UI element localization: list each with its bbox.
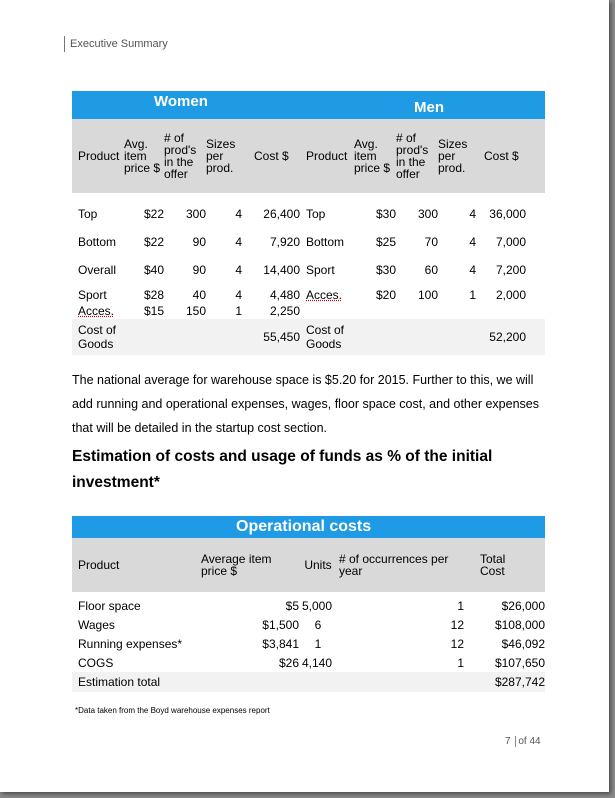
total-label-women: Cost of Goods — [78, 323, 117, 351]
cell-avg-price: $22 — [143, 235, 164, 249]
cell-num-prods: 40 — [192, 288, 206, 302]
cell-units: 6 — [314, 617, 322, 632]
cell-sizes: 4 — [235, 288, 242, 302]
col-sizes-men: Sizes per prod. — [438, 137, 468, 175]
cell-product: Acces. — [306, 288, 343, 302]
cell-product: Sport — [306, 263, 335, 277]
cell-product: Sport — [78, 288, 107, 302]
cell-product: Acces. — [78, 304, 115, 318]
cell-sizes: 4 — [235, 235, 242, 249]
cell-num-prods: 70 — [424, 235, 438, 249]
operational-costs-table — [72, 516, 545, 692]
cell-sizes: 4 — [469, 235, 476, 249]
col-units: Units — [304, 558, 332, 572]
col-total-cost: Total Cost — [480, 552, 506, 578]
cell-total-cost: $26,000 — [501, 598, 545, 613]
page-total: of 44 — [515, 736, 540, 747]
cell-cost: 7,920 — [269, 235, 300, 249]
cell-product: Overall — [78, 263, 117, 277]
cell-avg-price: $26 — [278, 655, 299, 670]
total-label-men: Cost of Goods — [306, 323, 345, 351]
cell-avg-price: $15 — [143, 304, 164, 318]
col-product-men: Product — [306, 149, 348, 163]
total-value: $287,742 — [494, 675, 545, 689]
cell-product: Top — [78, 207, 98, 221]
col-product-women: Product — [78, 149, 120, 163]
cell-product: Bottom — [306, 235, 345, 249]
page-number — [505, 736, 541, 747]
cell-units: 5,000 — [302, 598, 333, 613]
section-heading: Estimation of costs and usage of funds as % of the initial investment* — [72, 448, 493, 491]
total-cost-men: 52,200 — [489, 330, 526, 344]
col-cost-women: Cost $ — [254, 149, 289, 163]
table-row — [72, 197, 545, 231]
men-title: Men — [414, 99, 444, 116]
cell-cost: 7,000 — [495, 235, 526, 249]
col-num-prods-men: # of prod's in the offer — [396, 131, 429, 181]
table-row — [72, 253, 545, 287]
cell-sizes: 1 — [235, 304, 242, 318]
cell-cost: 14,400 — [263, 263, 300, 277]
cell-avg-price: $28 — [143, 288, 164, 302]
cell-avg-price: $25 — [375, 235, 396, 249]
cell-total-cost: $108,000 — [494, 617, 545, 632]
cell-product: Floor space — [78, 598, 141, 613]
cell-sizes: 4 — [469, 207, 476, 221]
total-label: Estimation total — [78, 675, 161, 689]
cell-sizes: 1 — [469, 288, 476, 302]
cell-avg-price: $40 — [143, 263, 164, 277]
cell-product: COGS — [78, 655, 114, 670]
cell-product: Top — [306, 207, 326, 221]
table-header-row — [72, 119, 545, 193]
table-header-row — [72, 538, 545, 592]
cell-cost: 7,200 — [495, 263, 526, 277]
running-header: Executive Summary — [64, 36, 168, 52]
table-row — [72, 634, 545, 653]
cell-cost: 2,250 — [269, 304, 300, 318]
cell-cost: 2,000 — [495, 288, 526, 302]
table-title: Operational costs — [236, 518, 372, 535]
cell-occurrences: 12 — [450, 617, 464, 632]
cell-num-prods: 100 — [417, 288, 438, 302]
cell-avg-price: $30 — [375, 207, 396, 221]
col-sizes-women: Sizes per prod. — [206, 137, 236, 175]
cell-cost: 26,400 — [263, 207, 300, 221]
table-row — [72, 303, 545, 319]
cell-product: Bottom — [78, 235, 117, 249]
cell-num-prods: 60 — [424, 263, 438, 277]
cell-num-prods: 90 — [192, 263, 206, 277]
cell-total-cost: $46,092 — [501, 636, 545, 651]
cell-product: Running expenses* — [78, 636, 183, 651]
cell-occurrences: 12 — [450, 636, 464, 651]
table-row — [72, 653, 545, 672]
page-current: 7 — [505, 736, 511, 747]
product-cost-table — [72, 91, 545, 355]
cell-avg-price: $5 — [285, 598, 299, 613]
table-row — [72, 231, 545, 253]
footnote: *Data taken from the Boyd warehouse expenses report — [75, 706, 270, 715]
table-row — [72, 615, 545, 634]
cell-total-cost: $107,650 — [494, 655, 545, 670]
col-avg-price-men: Avg. item price $ — [354, 137, 391, 175]
cell-num-prods: 300 — [185, 207, 206, 221]
col-occurrences: # of occurrences per year — [339, 552, 449, 578]
cell-occurrences: 1 — [457, 598, 464, 613]
cell-sizes: 4 — [235, 207, 242, 221]
cell-product: Wages — [78, 617, 115, 632]
cell-num-prods: 150 — [185, 304, 206, 318]
body-paragraph: The national average for warehouse space is $5.20 for 2015. Further to this, we will add running and operational expenses, wages, floor space cost, and other expenses that will be detailed in the startup cost section. — [72, 373, 539, 435]
cell-avg-price: $22 — [143, 207, 164, 221]
cell-occurrences: 1 — [457, 655, 464, 670]
col-avg-price: Average item price $ — [201, 552, 272, 578]
cell-avg-price: $1,500 — [262, 617, 299, 632]
col-product: Product — [78, 558, 120, 572]
cell-sizes: 4 — [469, 263, 476, 277]
cell-num-prods: 300 — [417, 207, 438, 221]
cell-cost: 4,480 — [269, 288, 300, 302]
cell-units: 1 — [314, 636, 322, 651]
total-cost-women: 55,450 — [263, 330, 300, 344]
cell-sizes: 4 — [235, 263, 242, 277]
col-num-prods-women: # of prod's in the offer — [164, 131, 197, 181]
total-row — [72, 319, 545, 355]
cell-units: 4,140 — [302, 655, 333, 670]
cell-num-prods: 90 — [192, 235, 206, 249]
cell-avg-price: $20 — [375, 288, 396, 302]
col-avg-price-women: Avg. item price $ — [124, 137, 161, 175]
cell-avg-price: $3,841 — [262, 636, 299, 651]
table-title-bar — [72, 516, 545, 538]
table-row — [72, 287, 545, 303]
table-title-bar — [72, 91, 545, 119]
cell-cost: 36,000 — [489, 207, 526, 221]
total-row — [72, 672, 545, 692]
women-title: Women — [154, 93, 208, 110]
col-cost-men: Cost $ — [484, 149, 519, 163]
table-row — [72, 596, 545, 615]
cell-avg-price: $30 — [375, 263, 396, 277]
